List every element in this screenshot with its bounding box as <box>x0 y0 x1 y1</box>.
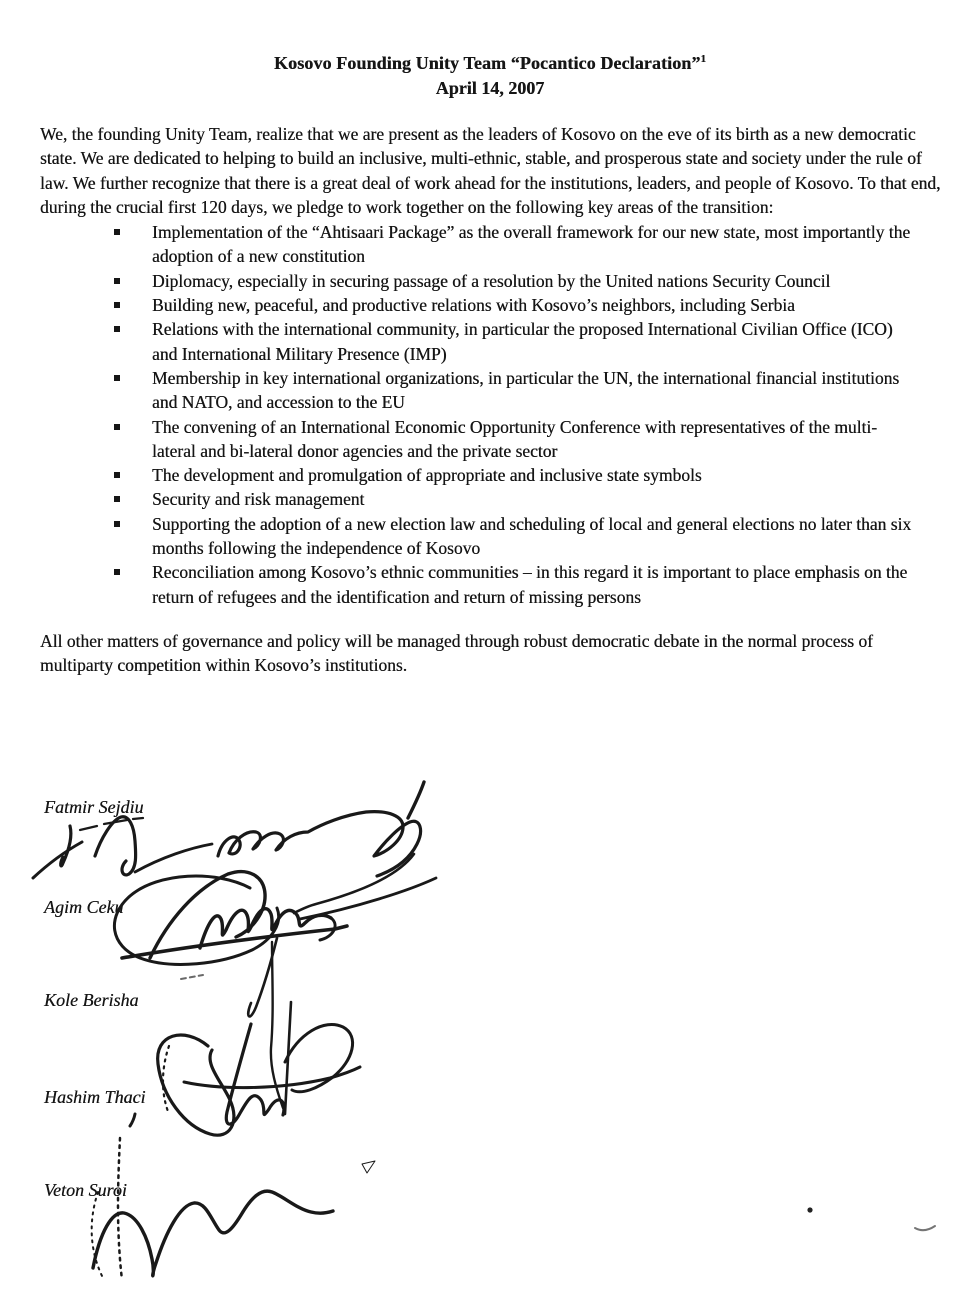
bullet-square-icon <box>114 278 120 284</box>
key-area-text: The convening of an International Economic Opportunity Conference with representatives of the multi-lateral and bi-lateral donor agencies and the private sector <box>152 416 878 461</box>
key-area-text: Reconciliation among Kosovo’s ethnic communities – in this regard it is important to place emphasis on the return of refugees and the identification and return of missing persons <box>152 562 908 607</box>
bullet-square-icon <box>114 424 120 430</box>
closing-paragraph: All other matters of governance and policy will be managed through robust democratic debate in the normal process of multiparty competition within Kosovo’s institutions. <box>40 630 873 676</box>
key-area-text: Diplomacy, especially in securing passage of a resolution by the United nations Security Council <box>152 270 831 291</box>
signature-hashim-thaci <box>130 1002 360 1135</box>
ink-artifacts <box>362 1161 935 1230</box>
signatory-name-agim-ceku: Agim Ceku <box>44 897 124 917</box>
key-area-item <box>114 317 914 366</box>
key-area-text: Membership in key international organizations, in particular the UN, the international financial institutions and NATO, and accession to the EU <box>152 367 900 413</box>
signatory-name-fatmir-sejdiu: Fatmir Sejdiu <box>44 797 144 817</box>
key-area-item <box>114 366 914 415</box>
bullet-square-icon <box>114 326 120 332</box>
key-areas-list <box>114 220 914 609</box>
signatures-ink-overlay <box>0 760 980 1294</box>
bullet-square-icon <box>114 496 120 502</box>
bullet-square-icon <box>114 569 120 575</box>
key-area-item <box>114 269 914 293</box>
key-area-text: Building new, peaceful, and productive relations with Kosovo’s neighbors, including Serbia <box>152 295 795 316</box>
intro-paragraph: We, the founding Unity Team, realize that we are present as the leaders of Kosovo on the eve of its birth as a new democratic state. We are dedicated to helping to build an inclusive, multi-ethnic, stable, and prosperous state and society under the rule of law. We further recognize that there is a great deal of work ahead for the institutions, leaders, and people of Kosovo. To that end, during the crucial first 120 days, we pledge to work together on the following key areas of the transition: <box>40 124 941 217</box>
signatory-name-veton-suroi: Veton Suroi <box>44 1180 127 1200</box>
bullet-square-icon <box>114 302 120 308</box>
key-area-text: Supporting the adoption of a new election law and scheduling of local and general elections no later than six months following the independence of Kosovo <box>152 513 912 559</box>
signature-block <box>0 760 980 1294</box>
document-header <box>0 0 980 100</box>
key-area-item <box>114 415 914 464</box>
key-area-item <box>114 487 914 511</box>
key-area-item <box>114 220 914 269</box>
ink-speck <box>807 1207 812 1212</box>
signature-veton-suroi <box>92 1138 333 1280</box>
key-area-item <box>114 560 914 609</box>
bullet-square-icon <box>114 472 120 478</box>
key-area-text: Relations with the international community, in particular the proposed International Civilian Office (ICO) and International Military Presence (IMP) <box>152 319 893 364</box>
bullet-square-icon <box>114 521 120 527</box>
key-area-text: Implementation of the “Ahtisaari Package” as the overall framework for our new state, most importantly the adoption of a new constitution <box>152 222 911 267</box>
page-title-text: Kosovo Founding Unity Team “Pocantico Declaration” <box>273 53 701 73</box>
document-date: April 14, 2007 <box>435 78 545 98</box>
key-area-item <box>114 293 914 317</box>
signatory-name-kole-berisha: Kole Berisha <box>44 990 139 1010</box>
key-area-item <box>114 463 914 487</box>
footnote-marker: 1 <box>700 53 707 65</box>
page-title <box>0 46 980 76</box>
signatory-name-hashim-thaci: Hashim Thaci <box>44 1087 146 1107</box>
key-area-item <box>114 512 914 561</box>
signature-agim-ceku <box>114 872 436 1108</box>
bullet-square-icon <box>114 229 120 235</box>
key-area-text: Security and risk management <box>152 489 365 510</box>
key-area-text: The development and promulgation of appropriate and inclusive state symbols <box>152 465 702 486</box>
bullet-square-icon <box>114 375 120 381</box>
